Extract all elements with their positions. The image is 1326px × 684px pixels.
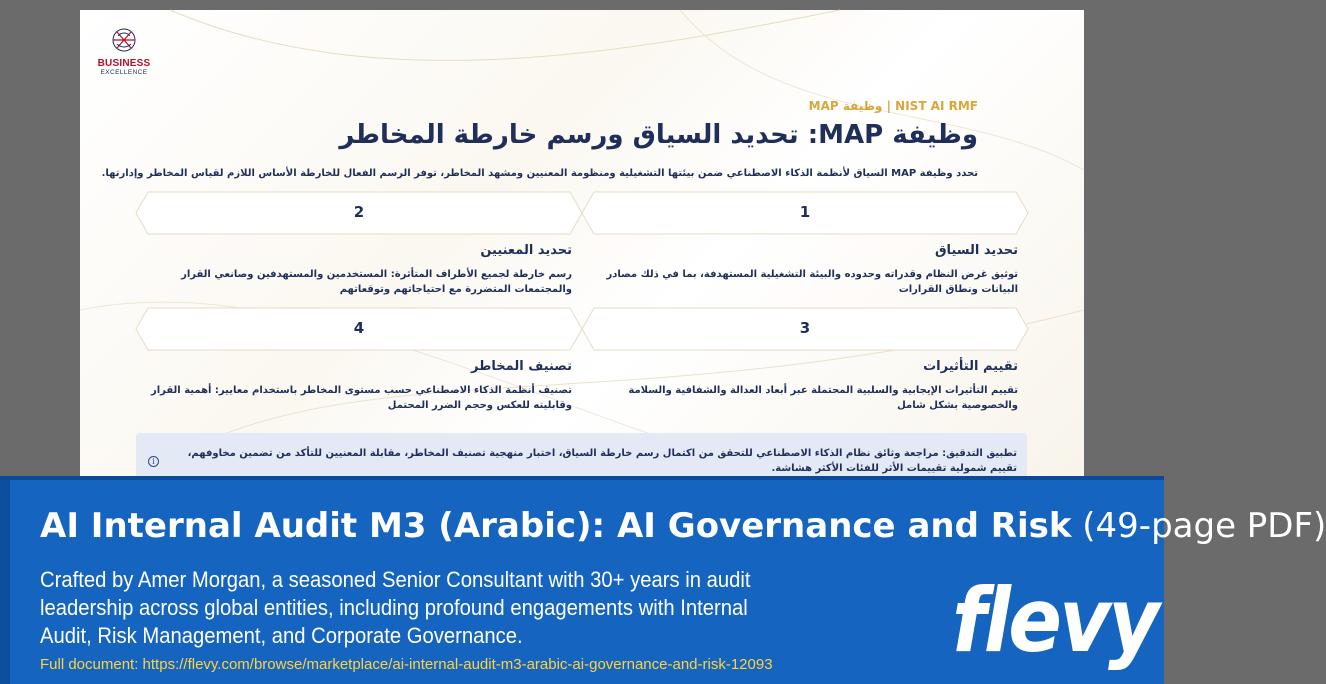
step-title: تقييم التأثيرات [923, 359, 1018, 374]
step-title: تحديد السياق [934, 243, 1018, 258]
step-title: تحديد المعنيين [480, 243, 572, 258]
step-description: تصنيف أنظمة الذكاء الاصطناعي حسب مستوى المخاطر باستخدام معايير: أهمية القرار وقابليته للعكس وحجم الضرر المحتمل [150, 385, 572, 411]
step-card-1 [582, 191, 1028, 303]
step-number: 1 [799, 203, 811, 221]
full-document-link[interactable]: Full document: https://flevy.com/browse/marketplace/ai-internal-audit-m3-arabic-ai-governance-and-risk-12093 [40, 656, 773, 673]
step-card-2 [136, 191, 582, 303]
step-card-4 [136, 307, 582, 419]
step-title: تصنيف المخاطر [471, 359, 572, 374]
logo-text-business: BUSINESS [97, 58, 151, 69]
banner-description: Crafted by Amer Morgan, a seasoned Senior Consultant with 30+ years in audit leadership across global entities, including profound engagements with Internal Audit, Risk Management, and Corporate Governance. [40, 567, 751, 648]
info-circle-icon: i [148, 456, 159, 467]
lead-paragraph: تحدد وظيفة MAP السياق لأنظمة الذكاء الاصطناعي ضمن بيئتها التشغيلية ومنظومة المعنيين ومشهد المخاطر، توفر الرسم الفعال للخارطة الأساس اللازم لقياس المخاطر وإدارتها. [101, 168, 978, 179]
step-number: 4 [353, 319, 365, 337]
step-description: رسم خارطة لجميع الأطراف المتأثرة: المستخدمين والمستهدفين وصانعي القرار والمجتمعات المتضررة مع احتياجاتهم وتوقعاتهم [181, 269, 572, 295]
banner-edge [0, 480, 10, 684]
fingerprint-globe-icon [109, 26, 139, 54]
step-number: 3 [799, 319, 811, 337]
banner-title [40, 506, 1326, 546]
audit-note-text: تطبيق التدقيق: مراجعة وثائق نظام الذكاء الاصطناعي للتحقق من اكتمال رسم خارطة السياق، اختبار منهجية تصنيف المخاطر، مقابلة المعنيين للتأكد من تضمين مخاوفهم، تقييم شمولية تقييمات الأثر للفئات الأكثر هشاشة. [187, 448, 1017, 474]
logo [94, 26, 154, 77]
step-description: توثيق غرض النظام وقدراته وحدوده والبيئة التشغيلية المستهدفة، بما في ذلك مصادر البيانات ونطاق القرارات [606, 269, 1018, 295]
document-page [80, 10, 1084, 478]
document-title: AI Internal Audit M3 (Arabic): AI Governance and Risk [40, 506, 1072, 546]
page-title: وظيفة MAP: تحديد السياق ورسم خارطة المخاطر [339, 120, 978, 150]
step-number: 2 [353, 203, 365, 221]
step-card-3 [582, 307, 1028, 419]
flevy-logo: flevy [952, 569, 1158, 672]
promo-banner [0, 476, 1326, 684]
section-kicker: NIST AI RMF | وظيفة MAP [808, 99, 978, 113]
step-description: تقييم التأثيرات الإيجابية والسلبية المحتملة عبر أبعاد العدالة والشفافية والسلامة والخصوصية بشكل شامل [628, 385, 1018, 411]
page-count: (49-page PDF) [1082, 506, 1326, 546]
logo-text-excellence: EXCELLENCE [100, 69, 148, 76]
